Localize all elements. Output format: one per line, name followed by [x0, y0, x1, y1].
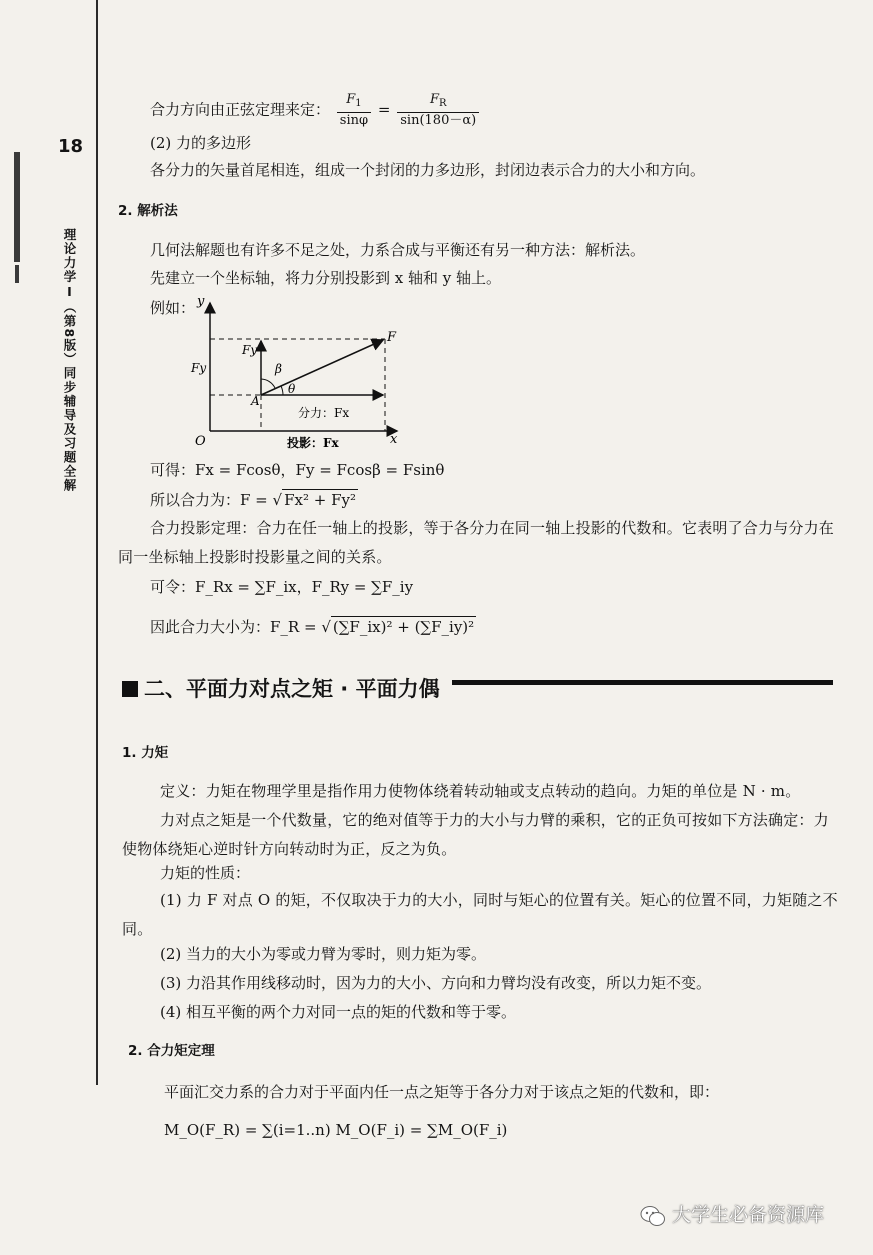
section-rule: [452, 680, 833, 685]
fy-outer-label: Fy: [191, 361, 207, 375]
analytic-line-2: 先建立一个坐标轴，将力分别投影到 x 轴和 y 轴上。: [150, 269, 502, 287]
resultant-prefix: 所以合力为：F =: [150, 491, 273, 509]
moment-sign-rule: 力对点之矩是一个代数量，它的绝对值等于力的大小与力臂的乘积，它的正负可按如下方法确定：力使物体绕矩心逆时针方向转动时为正，反之为负。: [122, 811, 829, 858]
fraction-fr: $\frac{F_R}{\sin(180-\alpha)}$: [397, 92, 479, 129]
resultant-moment-formula: M_O(F_R) = ∑(i=1..n) M_O(F_i) = ∑M_O(F_i): [164, 1121, 508, 1139]
chat-bubbles-icon: [640, 1205, 666, 1227]
origin-label: O: [195, 434, 206, 449]
binding-shadow: [14, 152, 20, 262]
fraction-fr-denominator: sin(180－α): [400, 113, 477, 128]
resultant-radicand: Fx² + Fy²: [284, 491, 356, 509]
property-3: (3) 力沿其作用线移动时，因为力的大小、方向和力臂均没有改变，所以力矩不变。: [160, 974, 712, 992]
y-axis-label: y: [197, 295, 205, 309]
fraction-f1: $\frac{F_1}{\sin\varphi}$: [337, 92, 371, 129]
force-projection-diagram: [185, 295, 415, 455]
running-book-title: 理论力学Ⅰ（第8版）同步辅导及习题全解: [62, 228, 77, 493]
property-2: (2) 当力的大小为零或力臂为零时，则力矩为零。: [160, 945, 487, 963]
theta-angle-arc: [281, 386, 283, 395]
properties-title: 力矩的性质：: [160, 864, 251, 882]
polygon-heading: (2) 力的多边形: [150, 134, 252, 152]
beta-label: β: [275, 362, 282, 376]
analytic-line-1: 几何法解题也有许多不足之处，力系合成与平衡还有另一种方法：解析法。: [150, 241, 646, 259]
moment-definition: 定义：力矩在物理学里是指作用力使物体绕着转动轴或支点转动的趋向。力矩的单位是 N · m。: [160, 782, 801, 800]
sine-rule-formula: [150, 92, 481, 129]
magnitude-prefix: 因此合力大小为：F_R =: [150, 618, 322, 636]
magnitude-formula: 因此合力大小为：F_R = √ (∑F_ix)² + (∑F_iy)²: [150, 618, 475, 636]
equals-sign: =: [377, 100, 391, 119]
fraction-f1-denominator: sinφ: [339, 113, 369, 128]
x-axis-label: x: [390, 432, 398, 447]
resultant-formula: 所以合力为：F = √ Fx² + Fy²: [150, 491, 356, 509]
page-binding-edge: [96, 0, 98, 1085]
square-bullet-icon: [122, 681, 138, 697]
binding-shadow: [15, 265, 19, 283]
component-label: 分力：Fx: [298, 406, 350, 420]
projection-equations: 可得：Fx = Fcosθ，Fy = Fcosβ = Fsinθ: [150, 461, 445, 479]
point-a-label: A: [251, 394, 260, 408]
watermark: [640, 1200, 824, 1227]
section-heading: [122, 673, 440, 703]
watermark-text: 大学生必备资源库: [672, 1204, 825, 1226]
section-title: 二、平面力对点之矩 · 平面力偶: [144, 677, 440, 701]
property-4: (4) 相互平衡的两个力对同一点的矩的代数和等于零。: [160, 1003, 517, 1021]
polygon-text: 各分力的矢量首尾相连，组成一个封闭的力多边形，封闭边表示合力的大小和方向。: [150, 161, 706, 179]
theta-label: θ: [288, 382, 296, 396]
let-formula: 可令：F_Rx = ∑F_ix，F_Ry = ∑F_iy: [150, 578, 414, 596]
beta-angle-arc: [261, 379, 275, 388]
magnitude-radicand: (∑F_ix)² + (∑F_iy)²: [332, 618, 475, 636]
fy-inner-label: Fy: [242, 343, 258, 357]
page-number: 18: [58, 136, 84, 157]
resultant-moment-text: 平面汇交力系的合力对于平面内任一点之矩等于各分力对于该点之矩的代数和，即：: [164, 1083, 720, 1101]
property-1: (1) 力 F 对点 O 的矩，不仅取决于力的大小，同时与矩心的位置有关。矩心的位置不同，力矩随之不同。: [122, 891, 838, 938]
projection-label: 投影：Fx: [287, 436, 339, 450]
example-label: 例如：: [150, 299, 196, 317]
moment-heading: 1. 力矩: [122, 745, 169, 761]
projection-theorem: 合力投影定理：合力在任一轴上的投影，等于各分力在同一轴上投影的代数和。它表明了合力与分力在同一坐标轴上投影时投影量之间的关系。: [118, 519, 835, 566]
force-label: F: [387, 330, 397, 345]
resultant-moment-heading: 2. 合力矩定理: [128, 1043, 215, 1059]
analytic-heading: 2. 解析法: [118, 203, 178, 219]
sine-rule-prefix: 合力方向由正弦定理来定：: [150, 100, 331, 119]
